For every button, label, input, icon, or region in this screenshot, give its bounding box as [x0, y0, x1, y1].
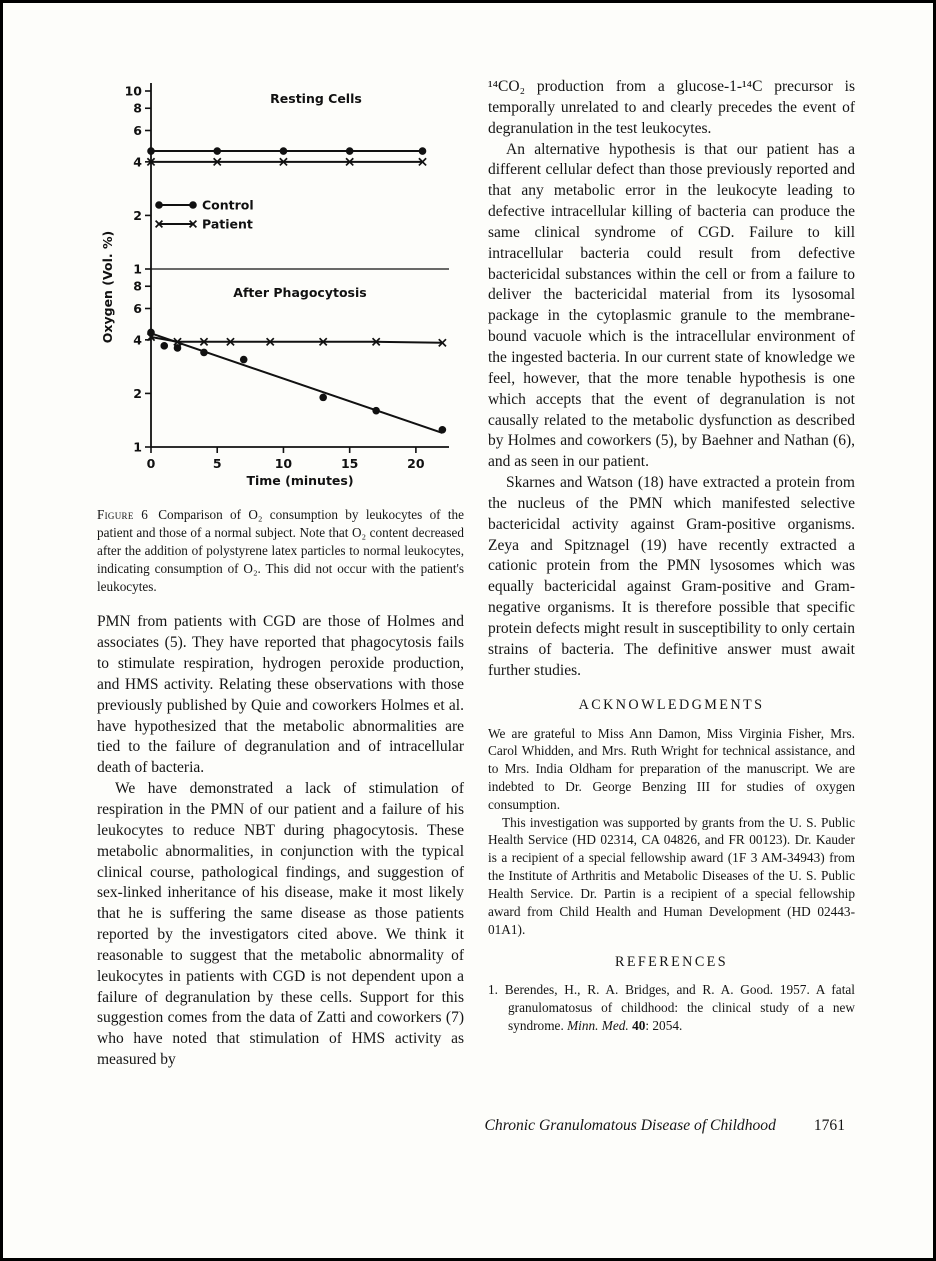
reference-journal: Minn. Med.: [567, 1018, 629, 1034]
acknowledgments-paragraph: This investigation was supported by grants from the U. S. Public Health Service (HD 02314, CA 04826, and FR 00123). Dr. Kauder is a recipient of a special fellowship award (1F 3 AM-34943) from the Institute of Arthritis and Metabolic Diseases of the U. S. Public Health Service. Dr. Partin is a recipient of a special fellowship award from Child Health and Human Development (HD 02443-01A1).: [488, 814, 855, 937]
body-paragraph: PMN from patients with CGD are those of Holmes and associates (5). They have reported that phagocytosis fails to stimulate respiration, hydrogen peroxide production, and HMS activity. Relating these observations with those previously published by Quie and coworkers Holmes et al. have hypothesized that the metabolic abnormalities are tied to the failure of degranulation and of intracellular death of bacteria.: [97, 613, 464, 777]
svg-text:Control: Control: [202, 197, 254, 213]
svg-text:1: 1: [133, 439, 142, 455]
svg-text:20: 20: [407, 456, 425, 471]
svg-text:8: 8: [133, 278, 142, 294]
svg-text:After Phagocytosis: After Phagocytosis: [233, 285, 367, 300]
figure6: [97, 77, 464, 596]
svg-text:Patient: Patient: [202, 216, 253, 232]
running-title: Chronic Granulomatous Disease of Childhood: [484, 1117, 776, 1134]
body-paragraph: An alternative hypothesis is that our patient has a different cellular defect than those previously reported and that any metabolic error in the leukocyte leading to defective intracellular killing of bacteria can produce the same clinical syndrome of CGD. Failure to kill intracellular bacteria could result from defective bactericidal substances within the cell or from a failure to deliver the bactericidal material from its lysosomal package in the cytoplasmic granule to the membrane-bound vacuole which is the intracellular environment of the ingested bacteria. In our current state of knowledge we feel, however, that the more tenable hypothesis is one which accepts that the event of degranulation is not causally related to the metabolic dysfunction as described by Holmes and coworkers (5), by Baehner and Nathan (6), and as seen in our patient.: [488, 140, 855, 471]
svg-text:4: 4: [133, 154, 142, 170]
page-footer: [485, 1117, 845, 1135]
figure6-caption: [97, 506, 464, 596]
svg-text:Resting Cells: Resting Cells: [270, 91, 362, 106]
body-paragraph: ¹⁴CO₂ production from a glucose-1-¹⁴C precursor is temporally unrelated to and clearly precedes the event of degranulation in the test leukocytes.: [488, 78, 855, 137]
page-number: 1761: [813, 1117, 845, 1134]
svg-text:Time (minutes): Time (minutes): [246, 473, 354, 488]
svg-text:Oxygen (Vol. %): Oxygen (Vol. %): [100, 230, 115, 344]
svg-text:6: 6: [133, 122, 142, 138]
svg-text:15: 15: [340, 456, 359, 471]
svg-text:2: 2: [133, 385, 142, 401]
body-paragraph: We have demonstrated a lack of stimulation of respiration in the PMN of our patient and a failure of his leukocytes to reduce NBT during phagocytosis. These metabolic abnormalities, in conjunction with the typical clinical course, pathological findings, and suggestion of sex-linked inheritance of his disease, make it most likely that he is suffering the same disease as those patients reported by the investigators cited above. We think it reasonable to suggest that the metabolic abnormality of leukocytes in patients with CGD is not dependent upon a failure of degranulation by these cells. Support for this suggestion comes from the data of Zatti and coworkers (7) who have noted that stimulation of HMS activity as measured by: [97, 780, 464, 1069]
svg-text:10: 10: [124, 83, 142, 99]
reference-text: Berendes, H., R. A. Bridges, and R. A. Good. 1957. A fatal granulomatosus of childhood: the clinical study of a new syndrome.: [504, 982, 855, 1034]
reference-item: [488, 981, 855, 1034]
acknowledgments-heading: ACKNOWLEDGMENTS: [578, 697, 765, 714]
svg-text:8: 8: [133, 100, 142, 116]
references-heading: REFERENCES: [614, 954, 729, 971]
oxygen-consumption-chart: [97, 77, 464, 497]
right-column: [488, 77, 855, 1071]
svg-text:2: 2: [133, 207, 142, 223]
svg-text:5: 5: [212, 456, 222, 471]
svg-text:6: 6: [133, 300, 142, 316]
svg-text:0: 0: [146, 456, 156, 471]
left-column: [97, 77, 464, 1071]
two-column-layout: [97, 77, 855, 1071]
acknowledgments-paragraph: We are grateful to Miss Ann Damon, Miss Virginia Fisher, Mrs. Carol Whidden, and Mrs. Ruth Wright for technical assistance, and to Mrs. India Oldham for preparation of the manuscript. We are indebted to Dr. George Benzing III for studies of oxygen consumption.: [488, 725, 855, 812]
figure-caption-text: Comparison of O₂ consumption by leukocytes of the patient and those of a normal subject. Note that O₂ content decreased after the addition of polystyrene latex particles to normal leukocytes, indicating consumption of O₂. This did not occur with the patient's leukocytes.: [97, 507, 465, 595]
reference-volume: 40: [632, 1018, 646, 1034]
svg-text:1: 1: [133, 261, 142, 277]
reference-number: 1.: [488, 982, 498, 998]
svg-text:4: 4: [133, 332, 142, 348]
body-paragraph: Skarnes and Watson (18) have extracted a protein from the nucleus of the PMN which manifested selective bactericidal activity against Gram-positive organisms. Zeya and Spitznagel (19) have recently extracted a cationic protein from the PMN lysosomes which was equally bactericidal against Gram-positive and Gram-negative organisms. It is therefore possible that specific protein defects might result in susceptibility to only certain strains of bacteria. The definitive answer must await further studies.: [488, 474, 855, 679]
reference-pages: : 2054.: [645, 1018, 683, 1034]
svg-text:10: 10: [274, 456, 293, 471]
figure-caption-label: Figure 6: [97, 507, 149, 522]
